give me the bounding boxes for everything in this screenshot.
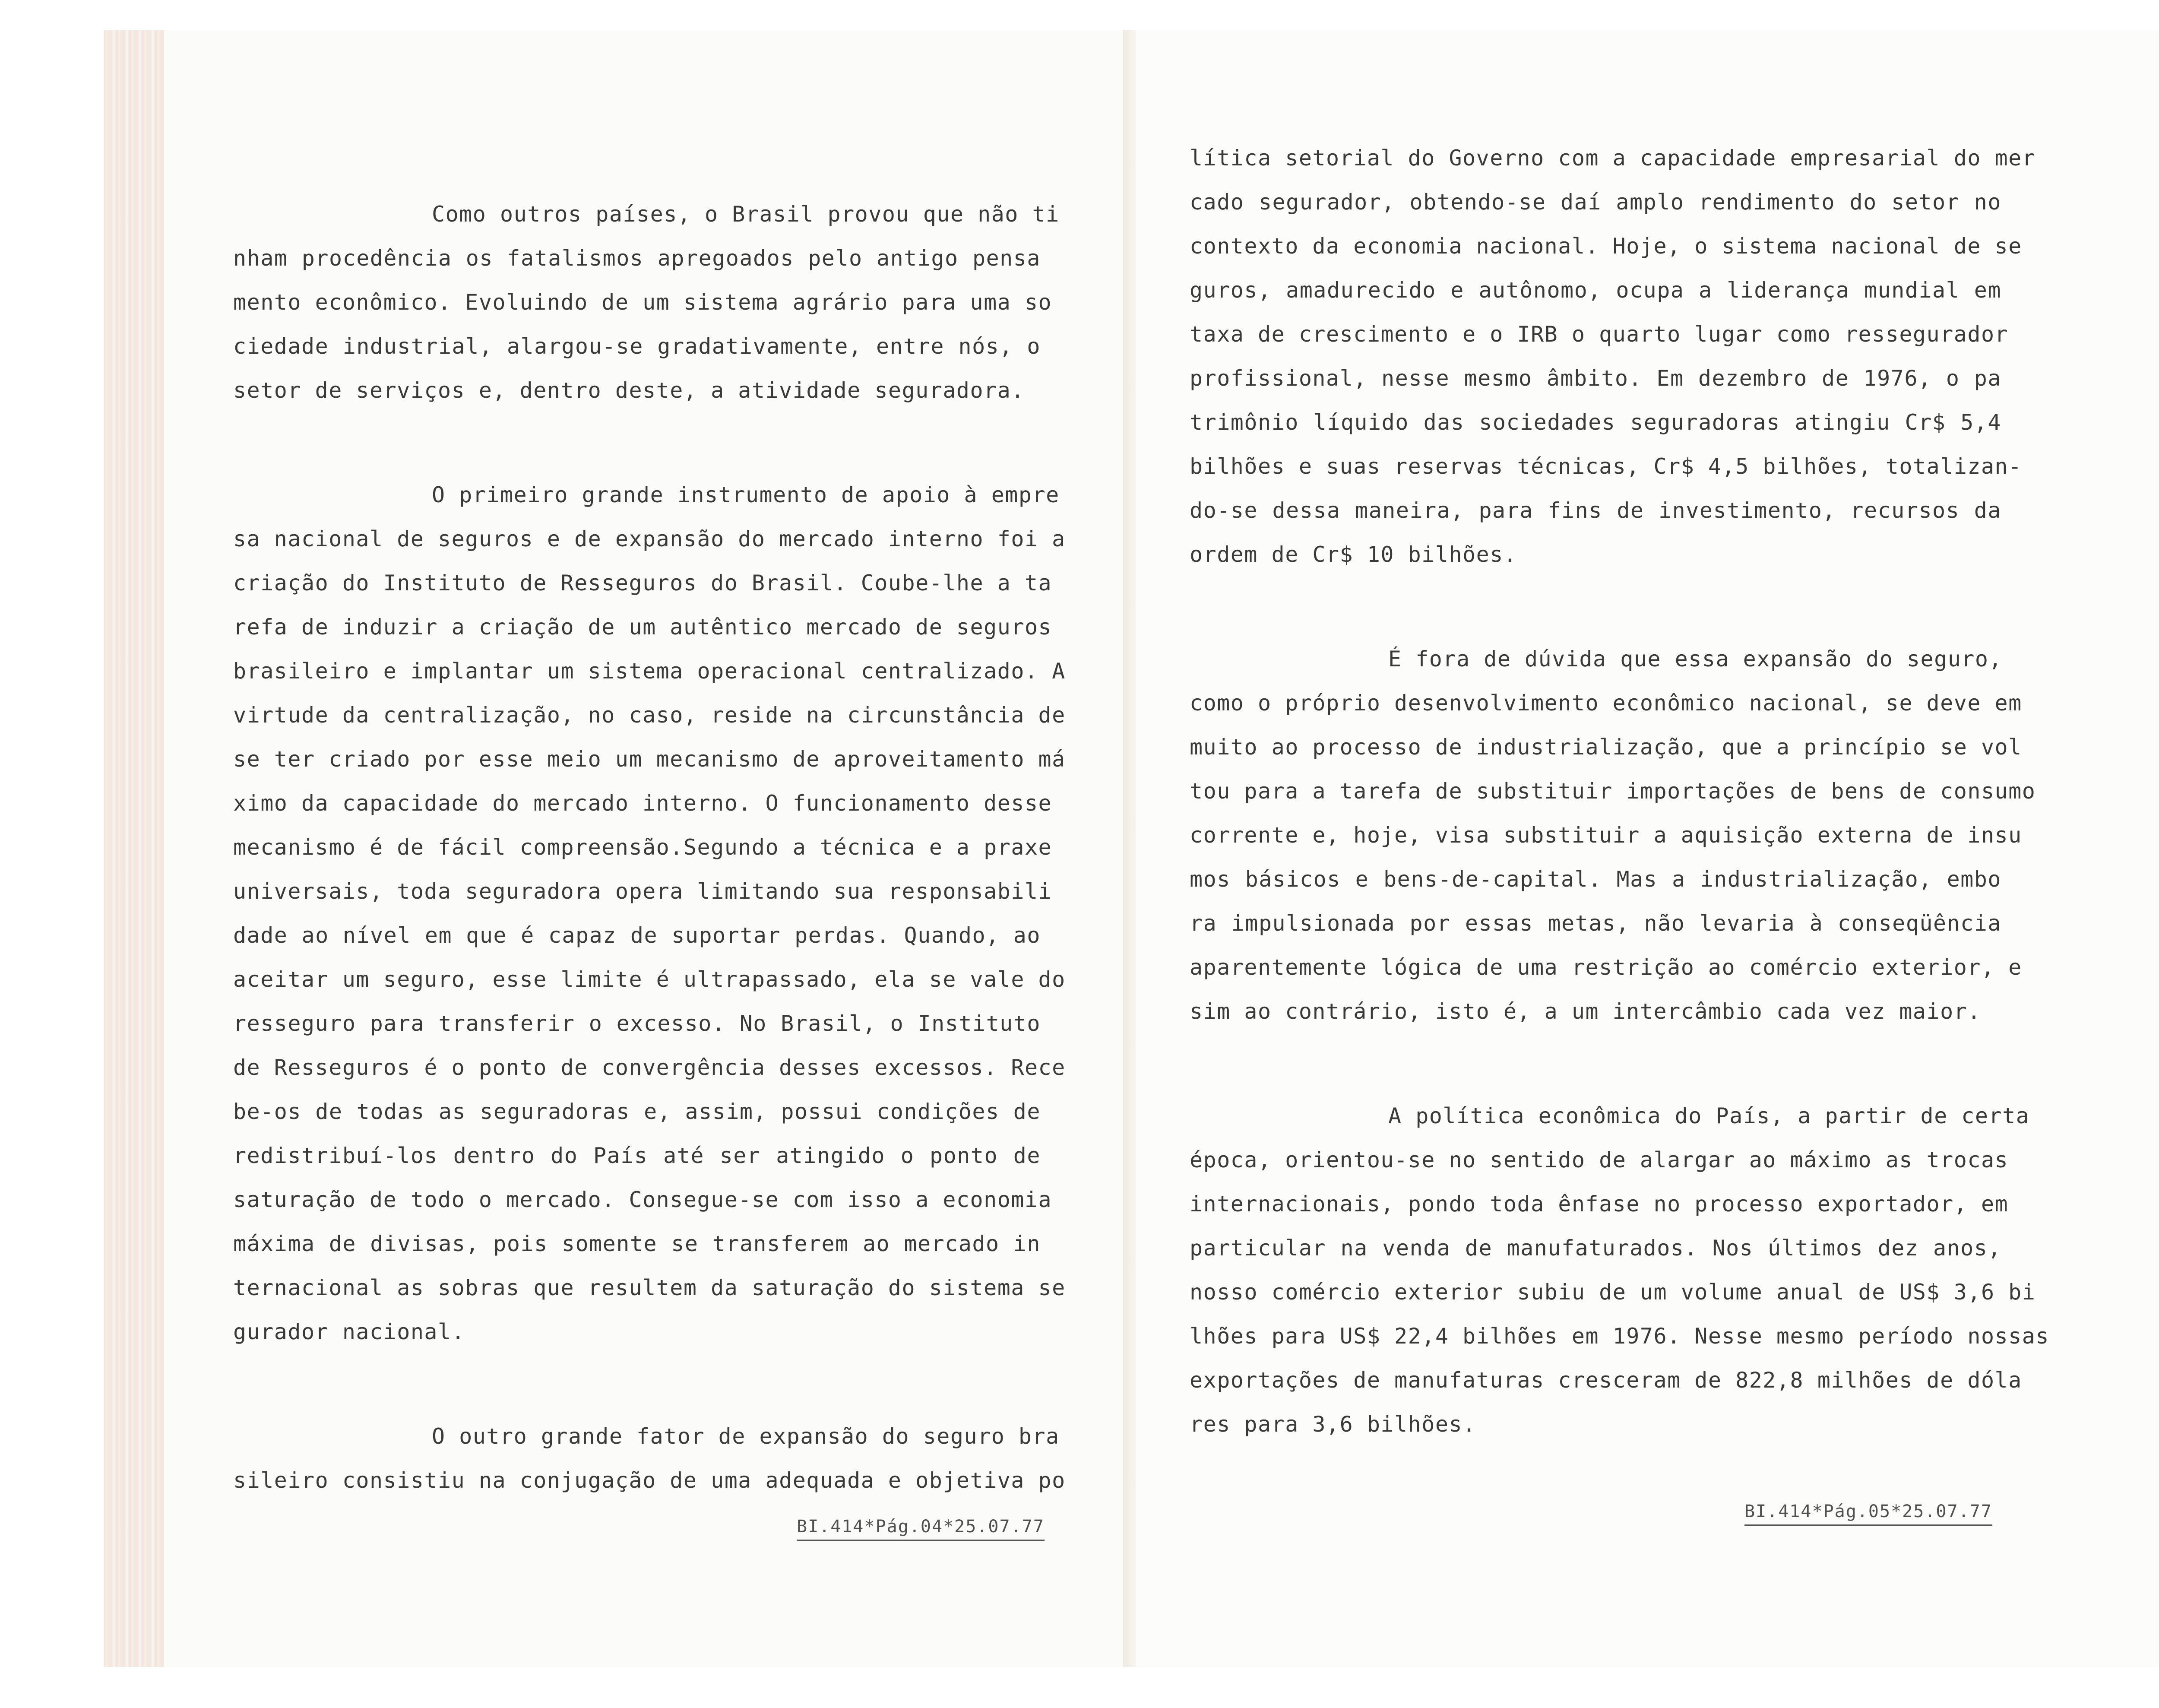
text-line: universais, toda seguradora opera limitando sua responsabili <box>233 879 1052 904</box>
paragraph <box>233 192 1060 412</box>
text-line: O outro grande fator de expansão do seguro bra <box>432 1424 1060 1449</box>
text-line: contexto da economia nacional. Hoje, o sistema nacional de se <box>1190 234 2022 259</box>
text-line: mecanismo é de fácil compreensão.Segundo a técnica e a praxe <box>233 835 1052 860</box>
text-line: de Resseguros é o ponto de convergência desses excessos. Rece <box>233 1055 1066 1080</box>
text-line: internacionais, pondo toda ênfase no processo exportador, em <box>1190 1191 2009 1217</box>
text-line: mento econômico. Evoluindo de um sistema agrário para uma so <box>233 290 1052 315</box>
text-line: particular na venda de manufaturados. Nos últimos dez anos, <box>1190 1236 2001 1261</box>
paragraph <box>233 473 1066 1354</box>
text-line: resseguro para transferir o excesso. No Brasil, o Instituto <box>233 1011 1041 1036</box>
text-line: criação do Instituto de Resseguros do Brasil. Coube-lhe a ta <box>233 570 1052 596</box>
text-line: ternacional as sobras que resultem da saturação do sistema se <box>233 1275 1066 1300</box>
text-line: trimônio líquido das sociedades seguradoras atingiu Cr$ 5,4 <box>1190 410 2001 435</box>
text-line: taxa de crescimento e o IRB o quarto lugar como ressegurador <box>1190 322 2009 347</box>
text-line: Como outros países, o Brasil provou que não ti <box>432 202 1060 227</box>
text-line: sim ao contrário, isto é, a um intercâmbio cada vez maior. <box>1190 999 1981 1024</box>
text-line: ra impulsionada por essas metas, não levaria à conseqüência <box>1190 911 2001 936</box>
text-line: brasileiro e implantar um sistema operacional centralizado. A <box>233 659 1066 684</box>
text-line: bilhões e suas reservas técnicas, Cr$ 4,5 bilhões, totalizan- <box>1190 454 2022 479</box>
text-line: muito ao processo de industrialização, que a princípio se vol <box>1190 735 2022 760</box>
text-line: lítica setorial do Governo com a capacidade empresarial do mer <box>1190 146 2036 171</box>
text-line: redistribuí-los dentro do País até ser atingido o ponto de <box>233 1143 1041 1168</box>
paragraph <box>1190 1094 2049 1446</box>
text-line: máxima de divisas, pois somente se transferem ao mercado in <box>233 1231 1041 1256</box>
text-line: época, orientou-se no sentido de alargar ao máximo as trocas <box>1190 1147 2009 1172</box>
text-line: A política econômica do País, a partir de certa <box>1388 1103 2030 1128</box>
text-line: cado segurador, obtendo-se daí amplo rendimento do setor no <box>1190 190 2001 215</box>
page-edge-stripes <box>104 30 164 1667</box>
text-line: dade ao nível em que é capaz de suportar perdas. Quando, ao <box>233 923 1041 948</box>
text-line: tou para a tarefa de substituir importações de bens de consumo <box>1190 779 2036 804</box>
text-line: sa nacional de seguros e de expansão do mercado interno foi a <box>233 526 1066 551</box>
text-line: aceitar um seguro, esse limite é ultrapassado, ela se vale do <box>233 967 1066 992</box>
text-line: nham procedência os fatalismos apregoados pelo antigo pensa <box>233 246 1041 271</box>
text-line: gurador nacional. <box>233 1319 465 1344</box>
text-line: do-se dessa maneira, para fins de investimento, recursos da <box>1190 498 2001 523</box>
text-line: be-os de todas as seguradoras e, assim, possui condições de <box>233 1099 1041 1124</box>
paragraph <box>233 1414 1066 1502</box>
paragraph <box>1190 136 2036 577</box>
text-line: setor de serviços e, dentro deste, a atividade seguradora. <box>233 378 1025 403</box>
right-page-text <box>1190 136 2049 1446</box>
paragraph <box>1190 637 2036 1033</box>
text-line: lhões para US$ 22,4 bilhões em 1976. Nesse mesmo período nossas <box>1190 1324 2049 1349</box>
text-line: profissional, nesse mesmo âmbito. Em dezembro de 1976, o pa <box>1190 366 2001 391</box>
text-line: ordem de Cr$ 10 bilhões. <box>1190 542 1517 567</box>
page-footer-reference: BI.414*Pág.05*25.07.77 <box>1744 1499 1992 1526</box>
text-line: ciedade industrial, alargou-se gradativamente, entre nós, o <box>233 334 1041 359</box>
text-line: se ter criado por esse meio um mecanismo de aproveitamento má <box>233 747 1066 772</box>
text-line: como o próprio desenvolvimento econômico nacional, se deve em <box>1190 691 2022 716</box>
text-line: virtude da centralização, no caso, reside na circunstância de <box>233 703 1066 728</box>
text-line: O primeiro grande instrumento de apoio à empre <box>432 482 1060 507</box>
text-line: saturação de todo o mercado. Consegue-se com isso a economia <box>233 1187 1052 1212</box>
text-line: corrente e, hoje, visa substituir a aquisição externa de insu <box>1190 823 2022 848</box>
text-line: res para 3,6 bilhões. <box>1190 1412 1476 1437</box>
text-line: aparentemente lógica de uma restrição ao comércio exterior, e <box>1190 955 2022 980</box>
text-line: guros, amadurecido e autônomo, ocupa a liderança mundial em <box>1190 278 2001 303</box>
text-line: exportações de manufaturas cresceram de 822,8 milhões de dóla <box>1190 1368 2022 1393</box>
page-footer-reference: BI.414*Pág.04*25.07.77 <box>797 1514 1045 1541</box>
text-line: nosso comércio exterior subiu de um volume anual de US$ 3,6 bi <box>1190 1280 2036 1305</box>
text-line: mos básicos e bens-de-capital. Mas a industrialização, embo <box>1190 867 2001 892</box>
left-page-text <box>233 192 1066 1502</box>
text-line: É fora de dúvida que essa expansão do seguro, <box>1388 646 2003 672</box>
text-line: refa de induzir a criação de um autêntico mercado de seguros <box>233 615 1052 640</box>
text-line: sileiro consistiu na conjugação de uma adequada e objetiva po <box>233 1468 1066 1493</box>
text-line: ximo da capacidade do mercado interno. O funcionamento desse <box>233 791 1052 816</box>
